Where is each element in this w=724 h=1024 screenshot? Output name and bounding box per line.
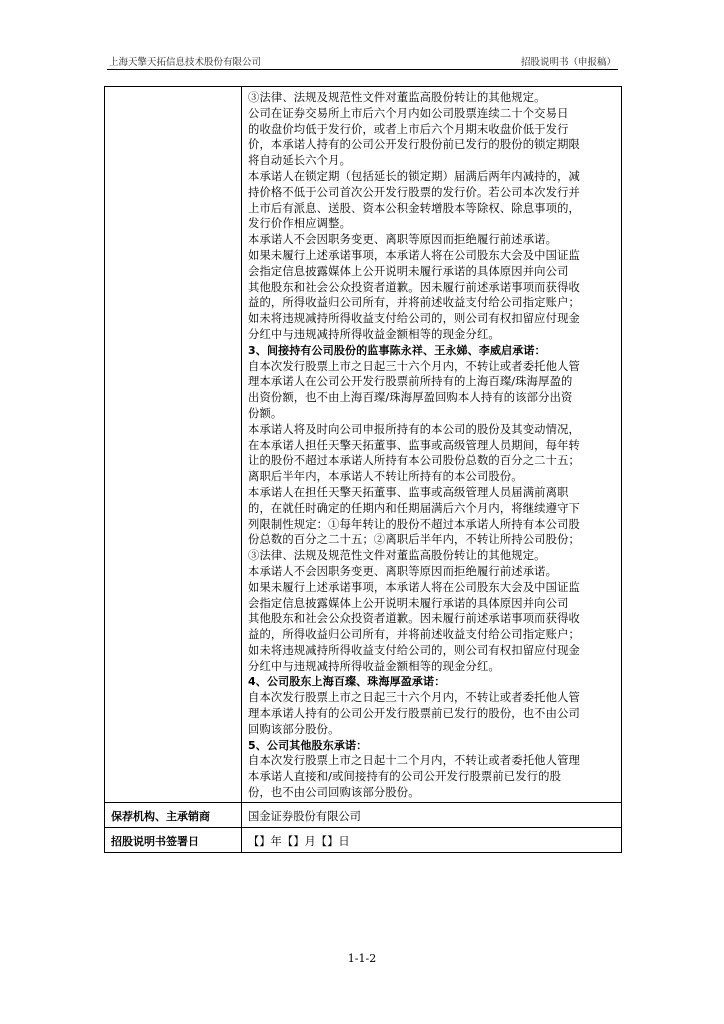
commitment-text-line: 本承诺人不会因职务变更、离职等原因而拒绝履行前述承诺。	[248, 564, 558, 578]
commitment-text-line: 如未将违规减持所得收益支付给公司的，则公司有权扣留应付现金	[248, 643, 580, 657]
commitment-text-line: 份额。	[248, 406, 283, 420]
header-company-name: 上海天擎天拓信息技术股份有限公司	[109, 57, 262, 68]
commitment-text-line: 本承诺人在锁定期（包括延长的锁定期）届满后两年内减持的，减	[248, 169, 580, 183]
commitment-text-line: 列限制性规定：①每年转让的股份不超过本承诺人所持有本公司股	[248, 517, 580, 531]
page-number: 1-1-2	[347, 952, 377, 965]
commitment-text-line: 持价格不低于公司首次公开发行股票的发行价。若公司本次发行并	[248, 185, 580, 199]
signing-date-row	[105, 827, 622, 852]
commitment-text-line: 回购该部分股份。	[248, 722, 340, 736]
commitment-text-line: 理本承诺人持有的公司公开发行股票前已发行的股份，也不由公司	[248, 707, 580, 721]
page-header	[107, 52, 618, 68]
header-document-type: 招股说明书（申报稿）	[520, 57, 616, 68]
commitment-text-line: 的，在就任时确定的任期内和任期届满后六个月内，将继续遵守下	[248, 501, 580, 515]
commitment-text-line: 其他股东和社会公众投资者道歉。因未履行前述承诺事项而获得收	[248, 280, 580, 294]
sponsor-value: 国金证券股份有限公司	[248, 810, 361, 824]
commitment-text-line: 在本承诺人担任天擎天拓董事、监事或高级管理人员期间，每年转	[248, 438, 580, 452]
commitment-text-line: 离职后半年内，本承诺人不转让所持有的本公司股份。	[248, 470, 523, 484]
section-heading-line: 4、公司股东上海百璨、珠海厚盈承诺：	[248, 675, 446, 689]
commitment-text-line: 份总数的百分之二十五；②离职后半年内，不转让所持公司股份；	[248, 533, 580, 547]
commitment-text-line: 其他股东和社会公众投资者道歉。因未履行前述承诺事项而获得收	[248, 612, 580, 626]
commitment-text-line: 本承诺人不会因职务变更、离职等原因而拒绝履行前述承诺。	[248, 233, 558, 247]
sponsor-label-cell	[105, 802, 242, 827]
commitment-text-line: 本承诺人在担任天擎天拓董事、监事或高级管理人员届满前离职	[248, 485, 569, 499]
sponsor-row	[105, 802, 622, 827]
commitment-text-line: 理本承诺人在公司公开发行股票前所持有的上海百璨/珠海厚盈的	[248, 375, 573, 389]
commitment-text-line: 会指定信息披露媒体上公开说明未履行承诺的具体原因并向公司	[248, 596, 569, 610]
commitment-label-cell	[105, 87, 242, 803]
commitment-text-line: 将自动延长六个月。	[248, 154, 352, 168]
commitment-text-line: 分红中与违规减持所得收益金额相等的现金分红。	[248, 659, 500, 673]
commitment-text-line: 公司在证券交易所上市后六个月内如公司股票连续二十个交易日	[248, 106, 569, 120]
commitment-text-line: ③法律、法规及规范性文件对董监高股份转让的其他规定。	[248, 91, 546, 104]
section-heading-line: 5、公司其他股东承诺：	[248, 738, 368, 752]
commitment-text-line: 自本次发行股票上市之日起三十六个月内，不转让或者委托他人管	[248, 359, 580, 373]
signing-date-label: 招股说明书签署日	[111, 835, 199, 849]
section-heading-line: 3、间接持有公司股份的监事陈永祥、王永娣、李威启承诺：	[248, 343, 546, 357]
commitment-text-line: 发行价作相应调整。	[248, 217, 352, 231]
commitment-text-line: 分红中与违规减持所得收益金额相等的现金分红。	[248, 327, 500, 341]
commitment-text-line: 如未将违规减持所得收益支付给公司的，则公司有权扣留应付现金	[248, 312, 580, 326]
commitment-text-line: 本承诺人将及时向公司申报所持有的本公司的股份及其变动情况，	[248, 422, 580, 436]
commitment-text-line: 价，本承诺人持有的公司公开发行股份前已发行的股份的锁定期限	[248, 138, 580, 152]
commitment-text-line: 本承诺人直接和/或间接持有的公司公开发行股票前已发行的股	[248, 770, 562, 784]
commitment-text-line: 如果未履行上述承诺事项，本承诺人将在公司股东大会及中国证监	[248, 580, 580, 594]
commitment-text-line: 份，也不由公司回购该部分股份。	[248, 786, 420, 800]
commitment-row	[105, 87, 622, 803]
commitment-text-line: 自本次发行股票上市之日起三十六个月内，不转让或者委托他人管	[248, 691, 580, 705]
commitment-text-line: 如果未履行上述承诺事项，本承诺人将在公司股东大会及中国证监	[248, 248, 580, 262]
commitment-text-line: 自本次发行股票上市之日起十二个月内，不转让或者委托他人管理	[248, 754, 580, 768]
header-divider	[107, 69, 618, 70]
commitment-content-cell	[242, 87, 622, 803]
commitment-text-line: ③法律、法规及规范性文件对董监高股份转让的其他规定。	[248, 549, 546, 563]
commitment-text-line: 会指定信息披露媒体上公开说明未履行承诺的具体原因并向公司	[248, 264, 569, 278]
signing-value-cell	[242, 827, 622, 852]
commitment-table	[104, 86, 622, 853]
signing-date-value: 【】年【】月【】日	[248, 835, 350, 849]
sponsor-label: 保荐机构、主承销商	[111, 810, 210, 824]
commitment-text-line: 出资份额，也不由上海百璨/珠海厚盈回购本人持有的该部分出资	[248, 391, 573, 405]
commitment-text-line: 益的，所得收益归公司所有，并将前述收益支付给公司指定账户；	[248, 296, 580, 310]
commitment-text-line: 的收盘价均低于发行价，或者上市后六个月期末收盘价低于发行	[248, 122, 569, 136]
commitment-text-line: 让的股份不超过本承诺人所持有本公司股份总数的百分之二十五；	[248, 454, 580, 468]
signing-label-cell	[105, 827, 242, 852]
commitment-text-line: 上市后有派息、送股、资本公积金转增股本等除权、除息事项的，	[248, 201, 580, 215]
sponsor-value-cell	[242, 802, 622, 827]
commitment-text-line: 益的，所得收益归公司所有，并将前述收益支付给公司指定账户；	[248, 628, 580, 642]
